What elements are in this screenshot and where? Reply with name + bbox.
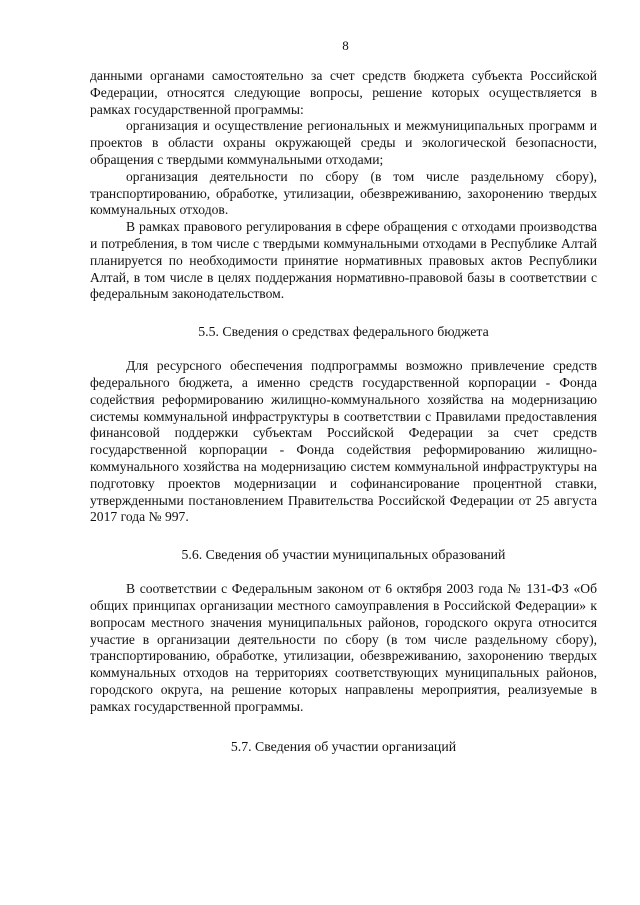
paragraph-continuation: данными органами самостоятельно за счет средств бюджета субъекта Российской Федерации, относятся следующие вопросы, решение которых осуществляется в рамках государственной программы: — [90, 68, 597, 117]
paragraph-list-item-1: организация и осуществление региональных и межмуниципальных программ и проектов в области охраны окружающей среды и экологической безопасности, обращения с твердыми коммунальными отходами; — [90, 118, 597, 167]
section-heading-5-5: 5.5. Сведения о средствах федерального бюджета — [198, 324, 489, 340]
paragraph-federal-budget: Для ресурсного обеспечения подпрограммы возможно привлечение средств федерального бюджета, а именно средств государственной корпорации - Фонда содействия реформированию жилищно-коммунального хозяйства на модернизацию системы коммунальной инфраструктуры в соответствии с Правилами предоставления финансовой поддержки субъектам Российской Федерации за счет средств государственной корпорации - Фонда содействия реформированию жилищно-коммунального хозяйства на модернизацию систем коммунальной инфраструктуры на подготовку проектов модернизации и софинансирование процентной ставки, утвержденными постановлением Правительства Российской Федерации от 25 августа 2017 года № 997. — [90, 358, 597, 525]
page-number: 8 — [342, 38, 349, 53]
section-heading-5-7: 5.7. Сведения об участии организаций — [230, 738, 457, 754]
section-heading-5-6: 5.6. Сведения об участии муниципальных образований — [181, 547, 506, 563]
paragraph-list-item-2: организация деятельности по сбору (в том числе раздельному сбору), транспортированию, обработке, утилизации, обезвреживанию, захоронению твердых коммунальных отходов. — [90, 168, 597, 218]
paragraph-municipal-participation: В соответствии с Федеральным законом от 6 октября 2003 года № 131-ФЗ «Об общих принципах организации местного самоуправления в Российской Федерации» к вопросам местного значения муниципальных районов, городского округа относится участие в организации деятельности по сбору (в том числе раздельному сбору), транспортированию, обработке, утилизации, обезвреживанию, захоронению твердых коммунальных отходов на территориях соответствующих муниципальных районов, городского округа, на решение которых направлены мероприятия, реализуемые в рамках государственной программы. — [90, 581, 597, 714]
document-page — [90, 38, 597, 755]
paragraph-legal-regulation: В рамках правового регулирования в сфере обращения с отходами производства и потребления, в том числе с твердыми коммунальными отходами в Республике Алтай планируется по необходимости принятие нормативных правовых актов Республики Алтай, в том числе в целях поддержания нормативно-правовой базы в соответствии с федеральным законодательством. — [90, 219, 597, 302]
